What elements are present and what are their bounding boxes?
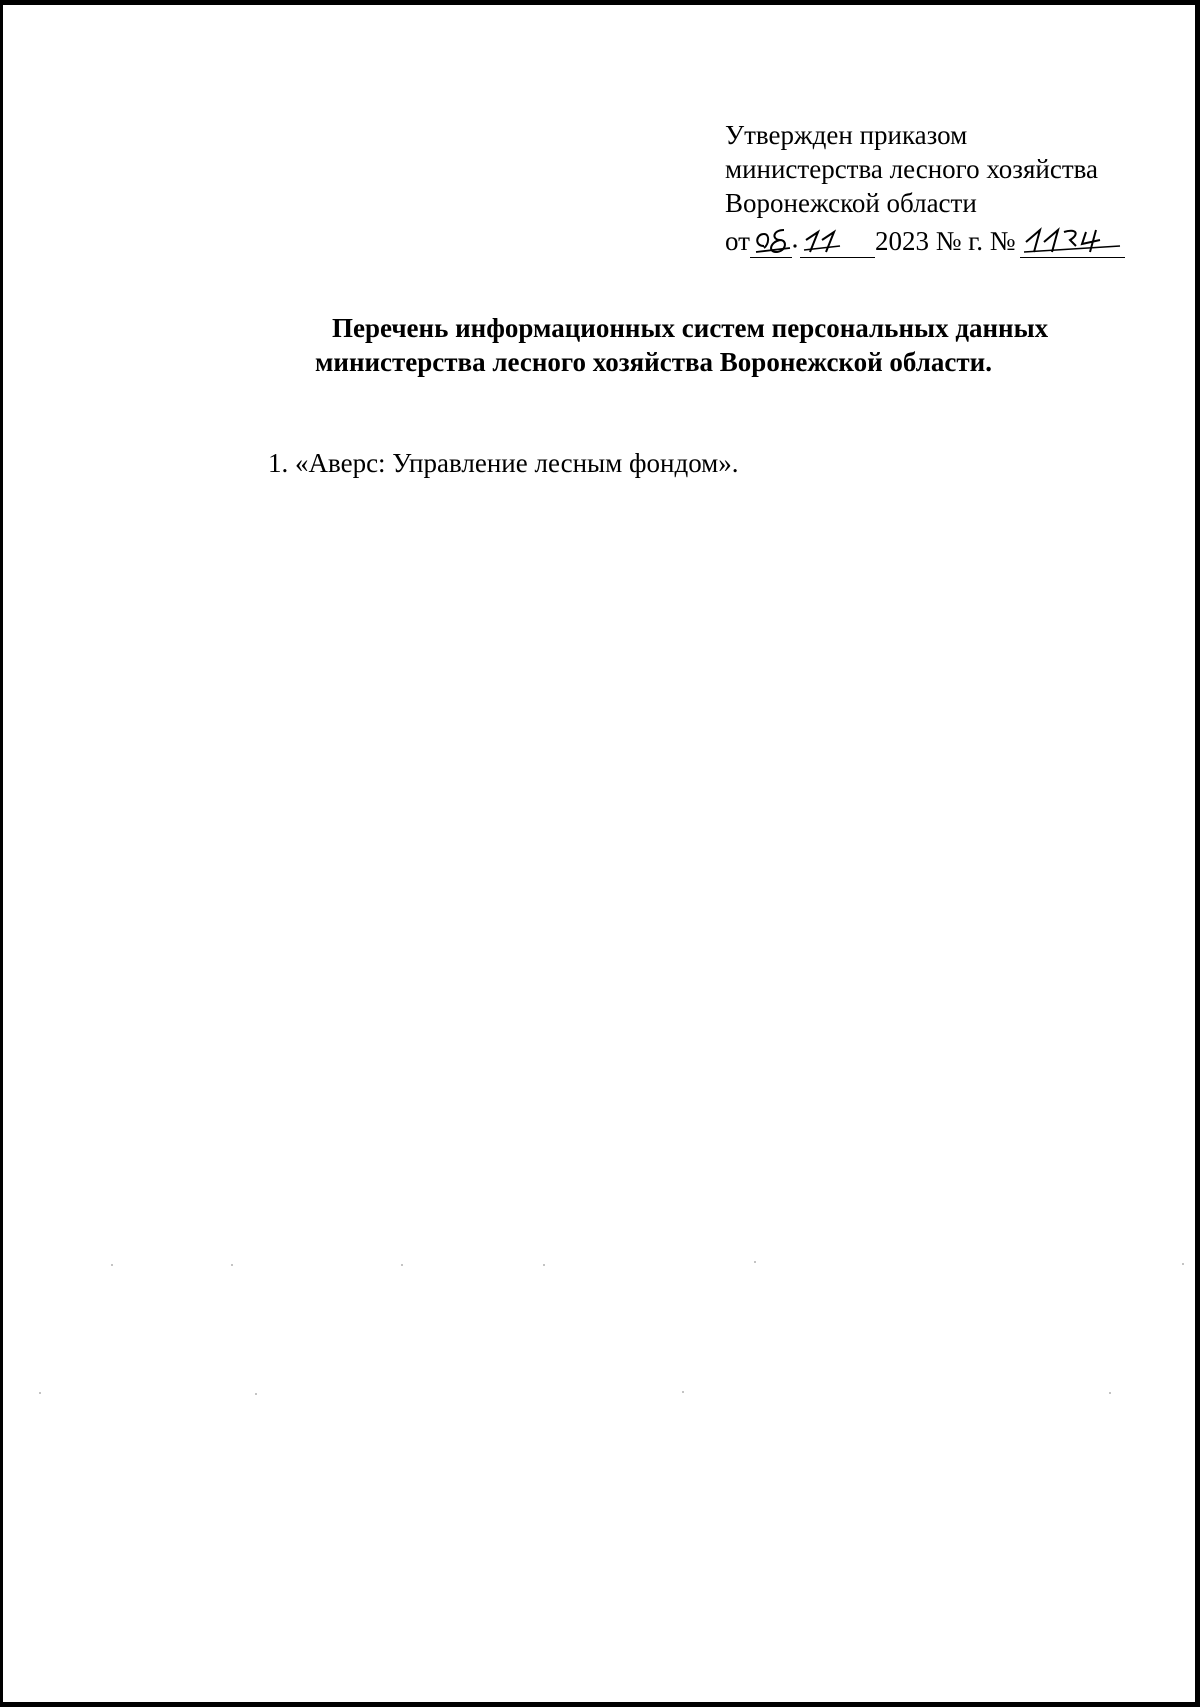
approval-line-2: министерства лесного хозяйства	[725, 154, 1098, 184]
handwritten-number	[1020, 227, 1125, 258]
order-date-line	[725, 220, 1125, 258]
title-line-1: Перечень информационных систем персональных данных	[332, 313, 1049, 343]
approval-line-1: Утвержден приказом	[725, 120, 968, 150]
year-text: 2023 № г. №	[874, 226, 1016, 256]
date-prefix: от	[725, 226, 750, 256]
approval-line-3: Воронежской области	[725, 188, 977, 218]
document-title	[300, 311, 1090, 379]
title-line-2: министерства лесного хозяйства Воронежской области.	[315, 347, 992, 377]
handwritten-month	[800, 227, 875, 258]
systems-list	[268, 446, 739, 480]
handwritten-day	[750, 227, 792, 258]
date-separator	[792, 220, 798, 258]
approval-block	[725, 118, 1125, 258]
list-item: 1. «Аверс: Управление лесным фондом».	[268, 448, 739, 478]
